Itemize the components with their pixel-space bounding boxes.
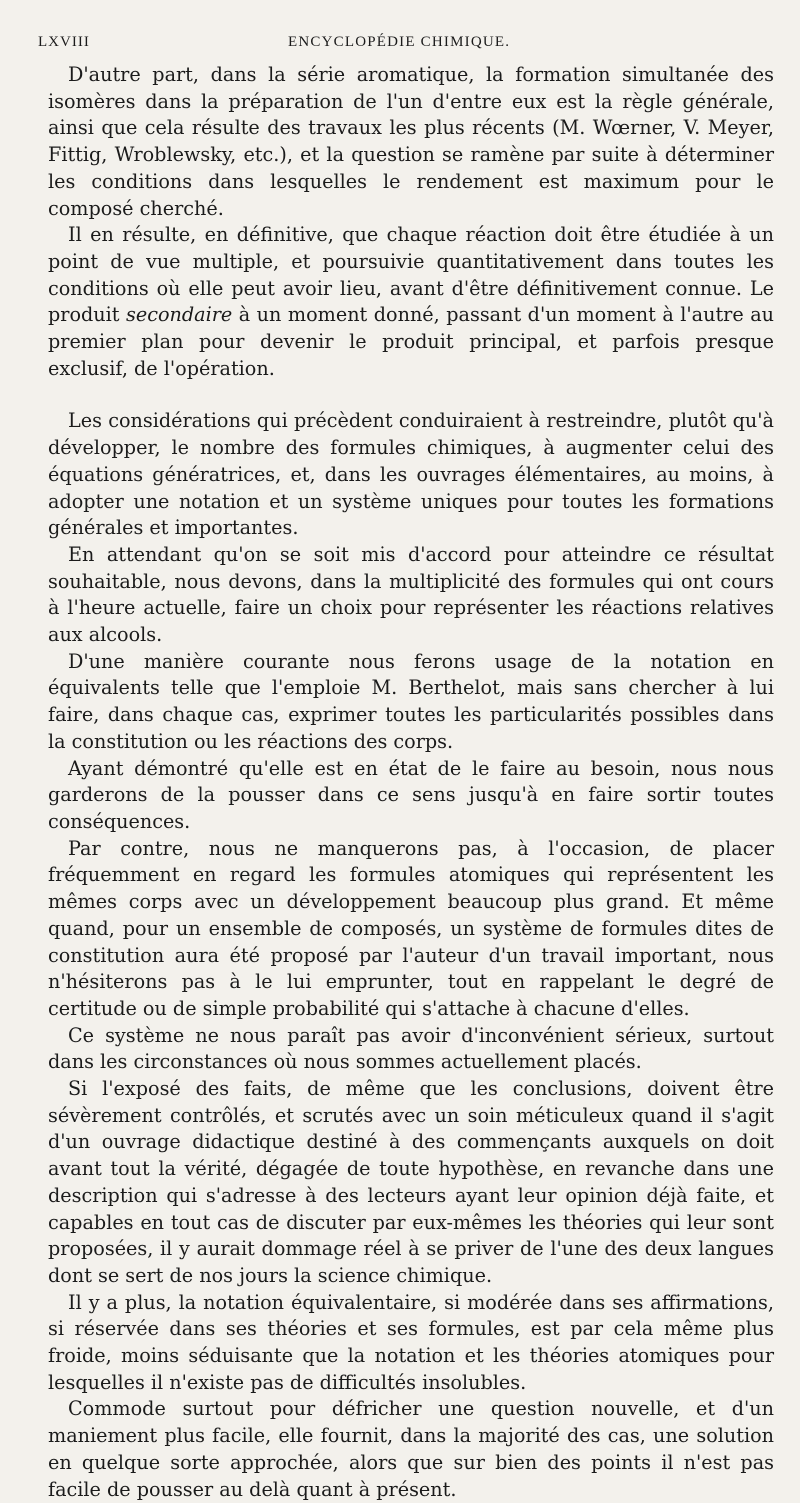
- body-text: [48, 62, 774, 1503]
- paragraph: Par contre, nous ne manquerons pas, à l'occasion, de placer fréquemment en regard les formules atomiques qui représentent les mêmes corps avec un développement beaucoup plus grand. Et même quand, pour un ensemble de composés, un système de formules dites de constitution aura été proposé par l'auteur d'un travail important, nous n'hésiterons pas à le lui emprunter, tout en rappelant le degré de certitude ou de simple probabilité qui s'attache à chacune d'elles.: [48, 836, 774, 1020]
- paragraph: Ayant démontré qu'elle est en état de le faire au besoin, nous nous garderons de la pousser dans ce sens jusqu'à en faire sortir toutes conséquences.: [48, 756, 774, 833]
- paragraph: Il y a plus, la notation équivalentaire, si modérée dans ses affirmations, si réservée dans ses théories et ses formules, est par cela même plus froide, moins séduisante que la notation et les théories atomiques pour lesquelles il n'existe pas de difficultés insolubles.: [48, 1290, 774, 1394]
- paragraph: Il en résulte, en définitive, que chaque réaction doit être étudiée à un point de vue multiple, et poursuivie quantitativement dans toutes les conditions où elle peut avoir lieu, avant d'être définitivement connue. Le produit secondaire à un moment donné, passant d'un moment à l'autre au premier plan pour devenir le produit principal, et parfois presque exclusif, de l'opération.: [48, 223, 774, 380]
- italic-term: secondaire: [126, 303, 233, 327]
- paragraph: D'autre part, dans la série aromatique, la formation simultanée des isomères dans la préparation de l'un d'entre eux est la règle générale, ainsi que cela résulte des travaux les plus récents (M. Wœrner, V. Meyer, Fittig, Wroblewsky, etc.), et la question se ramène par suite à déterminer les conditions dans lesquelles le rendement est maximum pour le composé cherché.: [48, 63, 774, 220]
- paragraph: Ce système ne nous paraît pas avoir d'inconvénient sérieux, surtout dans les circonstances où nous sommes actuellement placés.: [48, 1023, 774, 1074]
- paragraph: Si l'exposé des faits, de même que les conclusions, doivent être sévèrement contrôlés, et scrutés avec un soin méticuleux quand il s'agit d'un ouvrage didactique destiné à des commençants auxquels on doit avant tout la vérité, dégagée de toute hypothèse, en revanche dans une description qui s'adresse à des lecteurs ayant leur opinion déjà faite, et capables en tout cas de discuter par eux-mêmes les théories qui leur sont proposées, il y aurait dommage réel à se priver de l'une des deux langues dont se sert de nos jours la science chimique.: [48, 1077, 774, 1287]
- page-number: LXVIII: [38, 34, 90, 50]
- paragraph: D'une manière courante nous ferons usage de la notation en équivalents telle que l'emploie M. Berthelot, mais sans chercher à lui faire, dans chaque cas, exprimer toutes les particularités possibles dans la constitution ou les réactions des corps.: [48, 649, 774, 753]
- page-header: [38, 28, 774, 62]
- running-title: ENCYCLOPÉDIE CHIMIQUE.: [288, 34, 511, 50]
- paragraph: Commode surtout pour défricher une question nouvelle, et d'un maniement plus facile, elle fournit, dans la majorité des cas, une solution en quelque sorte approchée, alors que sur bien des points il n'est pas facile de pousser au delà quant à présent.: [48, 1397, 774, 1501]
- paragraph: Les considérations qui précèdent conduiraient à restreindre, plutôt qu'à développer, le nombre des formules chimiques, à augmenter celui des équations génératrices, et, dans les ouvrages élémentaires, au moins, à adopter une notation et un système uniques pour toutes les formations générales et importantes.: [48, 409, 774, 540]
- paragraph: En attendant qu'on se soit mis d'accord pour atteindre ce résultat souhaitable, nous devons, dans la multiplicité des formules qui ont cours à l'heure actuelle, faire un choix pour représenter les réactions relatives aux alcools.: [48, 542, 774, 647]
